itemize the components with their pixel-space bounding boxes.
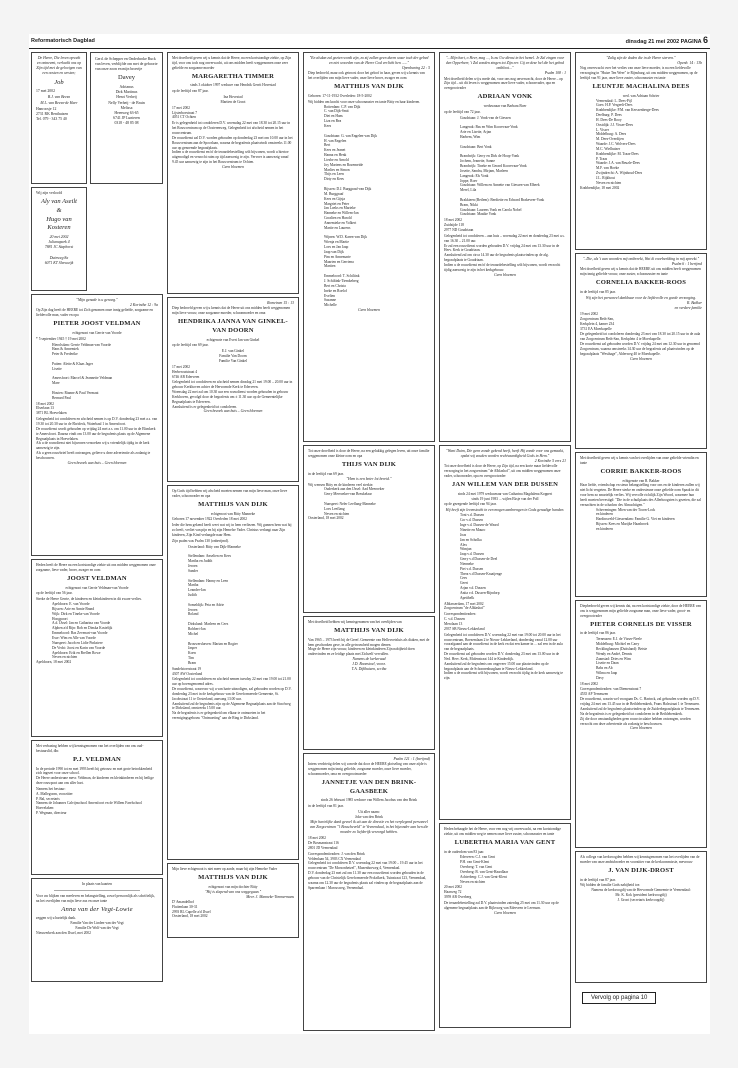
obituary-van-dijk-drost: Als collega van kerkvoogden hebben wij kennisgenomen van het overlijden van de moeder van onze ambtsbroeder en voorzitter van de kerkcommissie, mevrouw J. VAN DIJK-DROST in de leeftijd van 87 jaar. Wij bidden de familie Gods nabijheid toe. Namens de kerkvoogdij van de Hervormde Gemeente te Veenendaal: Mr. K. Kok (president kerkvoogdij) J. Groot (secretaris kerkvoogdij) — [575, 851, 707, 983]
deceased-name: THIJS VAN DIJK — [341, 460, 397, 468]
obituary-lubertha-van-gent: Heden behaagde het de Heere, voor een nog vrij onverwacht, na een kortstondige ziekte, uit ons midden weg te nemen onze lieve zuster, schoonzuster en tante LUBERTHA MARIA VAN GENT in de ouderdom van 83 jaar. Ederveen: C.J. van Gent P.H. van Gent-Klent Overberg: T. van Gent Overberg: B. van Gent-Haardlaar Achterberg: C.J. van Gent-Klent Neven en nichten 20 mei 2002 Haarweg 72 3959 AB Overberg De teraardebestelling zal D.V. plaatsvinden zaterdag 25 mei om 11.30 uur op de algemene begraafplaats aan de Rijksweg van Ederveen te Leersum. Geen bloemen — [439, 823, 571, 1028]
obituary-adriaan-vonk: "...Mijn hart, o Heer, mag ..., Is nu Uw dienst in het hemel. Je Zal zingen voor den Opperheer, 't Zal zonden zingen tot Zijn eer. Gij en deze hel die het gebod ontbloot..." Psalm 108 : 1 Met droefheid delen wij u mede dat, voor ons nog onverwacht, door de Heere – op Zijn tijd – uit dit leven is weggenomen onze lieve vader, schoonvader, opa en overgrootvader ADRIAAN VONK weduwnaar van Barbara Boer op de leeftijd van 72 jaar. Goudriaan: J. Vonk-van de Giessen Langerak: Bas en Wim Koorevaar-Vonk Arie en Lisette, Arjan Harbem, Wim Goudriaan: Bert Vonk Brandwijk: Gerry en Dirk de Hoop-Vonk Jochem, Jeanette, Sanne Brandwijk: Tineke en Gerard Koorevaar-Vonk Josette, Sandra, Mirjam, Marleen Langerak: Els Vonk Joppe, Roer Goudriaan: Willem en Annette van Giessen-van Elbeek Merel, Lila Brakkteen (Betlem): Berdiette en Edward Brakeveer-Vonk Bram, Nikki Goudriaan: Laurens Vonk en Carola Nobel Goudriaan: Maaike Vonk 18 mei 2002 Zuidzijde 118 2977 ND Goudriaan Gelegenheid tot condoleren – aan huis – woensdag 22 mei en donderdag 23 mei a.s. van 16.30 – 21.00 uur. Er zal een rouwdienst worden gehouden D.V. vrijdag 24 mei om 13.30 uur in de Herv. Kerk te Goudriaan. Aansluitend zal om circa 14.30 uur de begrafenis plaatsvinden op de alg. begraafplaats te Goudriaan. Indien u de rouwdienst en/of de teraardebestelling wilt bijwonen, wordt verzocht tijdig aanwezig te zijn in het kerkgebouw. Geen bloemen — [439, 52, 571, 442]
page-date: dinsdag 21 mei 2002 PAGINA 6 — [625, 35, 708, 45]
obituary-matthijs-van-dijk-2: Mijn lieve echtgenoot is niet meer op aarde, maar bij zijn Hemelse Vader MATTHIJS VAN DIJK echtgenoot van mijn dochter Bitty "Hij is slapend van ons weggegaan." Mevr. J. Manneke-Timmermans D' Amandelhof Fluitenlaan 30-31 2993 RL Capelle a/d IJssel Oosterland, 18 mei 2002 — [167, 863, 299, 938]
deceased-name: MATTHIJS VAN DIJK — [334, 626, 404, 634]
obituary-matthijs-van-dijk: Op Gods tijd hebben wij afscheid moeten nemen van mijn lieve man, onze lieve vader, schoonvader en opa MATTHIJS VAN DIJK echtgenoot van Bitty Manneke Geboren 17 november 1922 Overleden 18 mei 2002 Ieder die hem gekend heeft weet wat wij in hem verliezen. Wij gunnen hem wat hij zo heeft, verliet van pijn en bij zijn Hemelse Vader. Christus verlangt naar Zijn kinderen, Zijn Kind verlangde naar Hem. Zijn psalm was Psalm 130 (onberijmd). Oosterland: Bitty van Dijk-Manneke Stellendam: Anselien en Kees Martha en Judith Jeroen Sander Stellendam: Hanny en Leen Martha Leander-Jan Judith Someldijk: Peta en Adrie Jeroen Roland Dirksland: Marleen en Cees Robbert-Jan Michel Brouwershaven: Marian en Rogier Jasper Koen Tim Bram Sandelstoerstraat 19 4307 AW Oosterland Gelegenheid tot condoleren en afscheid nemen tuesday 22 mei van 19.00 tot 21.00 uur op bovengenoemd adres. De rouwdienst, waarvoor wij u van harte uitnodigen, zal gehouden worden op D.V. donderdag 23 mei in de kerkgebouw van de Gereformeerde Gemeente, St. Jacobstraat 11 te Oosterland, aanvang 13.00 uur. Aansluitend zal de begrafenis zijn op de Algemene Begraafplaats aan de Stoofweg te Dirksland, omstreeks 15.00 uur. Na de begrafenis is er gelegenheid om elkaar te ontmoeten in het verenigingsgebouw "Ontmoeting" aan de Ring te Dirksland. — [167, 485, 299, 860]
deceased-name: PIETER CORNELIS DE VISSER — [590, 620, 692, 628]
deceased-name: CORRIE BAKKER-ROOS — [600, 467, 682, 475]
deceased-name: Anna van der Vegt-Lowie — [61, 905, 133, 913]
obituary-leuntje-dees: "Zalig zijn de doden die in de Heere sterven." Openb. 14 : 13b Nog onverwacht over het verlies van onze lieve moeder, is na een liefdevolle verzorging in "Huize Ten Weer" te Rijnsburg, uit ons midden weggenomen, op de leeftijd van 91 jaar, onze lieve zuster, schoonzuster en tante LEUNTJE MACHALINA DEES wed. van Adriaan Schrier Veenendaal: L. Dees-Pijl Goes: H.P. Vergeelt-Dees Krabbendijke: P.M. van Kerssenberge-Dees Deelburg: P. Dees H. Dees-De Rooy Oostdijk: J.J. Visser-Dees L. Visser Middelburg: A. Dees M. Dees-Overdijen Waarde: J.C. Wolvers-Dees M.C. Wielhuizer Krabbendijke: M. Traas-Dees P. Traas Waarde: J.A. van Beuzle-Dees M.F. van Hoeke Zwijndrecht: A. Wijnhoud-Dees J.L. Rijkhout Neven en nichten Krabbendijke, 18 mei 2002 — [575, 52, 707, 250]
header-rule — [29, 48, 710, 49]
obituary-matthijs-van-dijk-church: Met droefheid hebben wij kennisgenomen van het overlijden van MATTHIJS VAN DIJK Van 1965 – 1973 heeft hij de Geref. Gemeente van Hellevoetsluis als diaken, met de hem geschonken gave, in alle getrouwheid mogen dienen. Moge de Heere zijn vrouw, kinderen en kleinkinderen Zijn nabijheid doen ondervinden en ze leidige plaats met Zichzelf vervullen. Namens de kerkeraad J.D. Boonstoel, voorz. T.A. Dijkhuizen, scriba — [303, 616, 435, 750]
deceased-name: JAN WILLEM VAN DER DUSSEN — [451, 480, 559, 488]
obituary-pieter-joost-veldman: "Mijn genade is u genoeg." 2 Korinthe 12 : 9a Op Zijn dag heeft de HEERE tot Zich genomen onze innig geliefde, zorgzame en liefdevolle man, vader en opa PIETER JOOST VELDMAN echtgenoot van Gerrie van Voorde * 5 september 1945 † 19 mei 2002 Hierolsdam: Gerrie Veldman-van Voorde Hans & Annemiek Peter & Frederike Putten: Alette & Klaas Jager Lisette Amersfoort: Marcel & Jeannette Veldman Mare Houten: Rianne & Paul Vermaat Bernard Paul 18 mei 2002 Elserlaan 13 3871 BL Hoevelaken Gelegenheid tot condoleren en afscheid nemen is op D.V. donderdag 23 mei a.s. van 19.30 tot 20.30 uur in de Ebrideck, Waterbaal 1 in Amersfoort. De rouwdienst wordt gehouden op vrijdag 24 mei a.s. om 11.00 uur in de Elimkerk te Amersfoort. Daarna vindt om 13.00 uur de begrafenis plaats op de Algemene Begraafplaats in Hoevelaken. Als u de rouwdienst niet bijwonen verzoeken wij u vriendelijk tijdig in de kerk aanwezig te zijn. Als u geen rouwbrief heeft ontvangen, gelieve u deze advertentie als zodanig te beschouwen. Geen bezoek aan huis – Geen bloemen — [31, 294, 163, 556]
couple-names: Aly van Aseilt & Hugo van Kosteren — [41, 198, 77, 232]
obituary-hendrika-van-ginkel: Romeinen 15 : 13 Diep bedroefd geven wij u kennis dat de Heere uit ons midden heeft weggenomen mijn lieve vrouw, onze zorgzame moeder, schoonmoeder en oma HENDRIKA JANNA VAN GINKEL-VAN DOORN echtgenote van Evert Jan van Ginkel op de leeftijd van 69 jaar. E.J. van Ginkel Familie Van Doorn Familie Van Ginkel 17 mei 2002 Herberoutstraat 4 6746 AB Ederveen Gelegenheid tot condoleren en afscheid nemen dinsdag 21 mei 19.00 – 20.00 uur in gebouw Kerkhoven achter de Hervormde Kerk te Ederveen. Woensdag 22 mei zal om 10.30 uur een rouwdienst worden gehouden in gebouw Kerkhoven, gevolgd door de begrafenis om ± 11.30 uur op de Gemeentelijke Begraafplaats te Ederveen. Aansluitend is er gelegenheid tot condoleren. Geen bezoek aan huis – Geen bloemen — [167, 297, 299, 482]
obituary-jan-willem-van-der-dussen: "Want Duim, Die geen zonde gekend heeft, heeft Hij zonde voor ons gemaakt, opdat wij zouden worden rechtvaardigheid Gods in Hem." 2 Korinthe 5 vers 21 Tot onze droefheid is door de Heere, op Zijn tijd, na een korte maar liefdevolle verzorging in het zorgcentrum "de Alblashof", uit ons midden weggenomen onze vader, schoonvader, opa en overgrootvader JAN WILLEM VAN DER DUSSEN sinds 24 mei 1979 weduwnaar van Catharina Magdalena Koppert sinds 19 juni 1983 ... wijlen Eksje van der Poll op de gezegende leeftijd van 94 jaar. Hij heeft zijn levenstocht in een mogen aanbrengen in Gods genadige handen. Toni v.d. Dussen Cor v.d. Dussen Inge v.d. Dussen-de Waard Ninette en Mauro Joas Jan en Scholka Alex Wimjan Jaap v.d. Dussen Gerry v.d Dussen-de Deel Nienneke Piet v.d. Dussen Thera v.d Dussen-Kraaijenge Cees Geert Arjan v.d. Dussen Anita v.d. Dussen-Rijndorp Apetibelk Alblasserdam, 17 mei 2002 Zorgcentrum "de Alblashof" Correspondentieadres: C. v.d. Dussen Merolaan 13 2937 SB Nieuw-Lekkerland Gelegenheid tot condoleren D.V. woensdag 22 mei van 19.00 tot 20.00 uur in het rouwcentrum, Boezemlaan 2 te Nieuw-Lekkerland, donderdag vanaf 12.00 uur voorafgaand aan de rouwdienst in de kerk en dat een kamer in ... zal een in de aula van de begraafplaats. De rouwdienst zal gehouden worden D.V. donderdag 23 mei om 13.00 uur in de Ned. Herv. Kerk, Molenstraat 144 te Kinderdijk. Aansluitend zal de begrafenis om ongeveer 15.00 uur plaatsvinden op de begraafplaats aan de Schoonenburglaan te Nieuw-Lekkerland. Indien u de rouwdienst wilt bijwonen, wordt verzocht tijdig in de kerk aanwezig te zijn. — [439, 445, 571, 820]
deceased-name: ADRIAAN VONK — [477, 93, 533, 101]
deceased-name: MATTHIJS VAN DIJK — [198, 500, 268, 508]
thanks-ad-van-der-vegt: In plaats van kaarten Voor uw blijken van meeleven en belangstelling, zowel persoonlijk als schriftelijk, na het overlijden van mijn lieve zus en onze tante Anna van der Vegt-Lowie zeggen wij u hartelijk dank. Familie Van der Linden-van der Vegt Familie De Wolf-van der Vegt Nieuwerkerk aan den IJssel, mei 2002 — [31, 878, 163, 982]
deceased-name: LUBERTHA MARIA VAN GENT — [454, 838, 556, 846]
obituary-thijs-van-dijk: Tot onze droefheid is door de Heere, na een gelukkig gelegen leven, uit onze familie weggenomen onze kleine oom en opa THIJS VAN DIJK in de leeftijd van 69 jaar. "Hem is een beter lot bereid." Wij wensen Bitty en de kinderen veel sterkte. Ouderkerk aan den IJssel: Aad Meeroeker Gerry Meeroeker-van Breukelaar Nunspeet: Neler Leeflang-Manneke Loes Leeflang Neven en nichten Oosterland, 18 mei 2002 — [303, 445, 435, 613]
deceased-name: LEUNTJE MACHALINA DEES — [592, 82, 690, 90]
page-header — [29, 34, 710, 48]
column-2 — [167, 52, 299, 941]
deceased-name: HENDRIKA JANNA VAN GINKEL-VAN DOORN — [178, 317, 288, 334]
child-name: Job — [54, 78, 64, 86]
page-number: 6 — [702, 35, 708, 45]
deceased-name: MATTHIJS VAN DIJK — [334, 83, 404, 91]
deceased-name: P.J. VELDMAN — [72, 755, 121, 763]
engagement-ad: Wij zijn verloofd Aly van Aseilt & Hugo van Kosteren 20 mei 2002 Julianapark 4 7881 JC Staphorst Duinweg 8a 6071 KT Sleeuwijk — [31, 187, 87, 291]
column-5 — [575, 52, 707, 986]
deceased-name: PIETER JOOST VELDMAN — [53, 319, 141, 327]
newspaper-name: Reformatorisch Dagblad — [31, 38, 95, 44]
obituary-corrie-bakker-roos: Met droefheid geven wij u kennis van het overlijden van onze geliefde vriendin en tante CORRIE BAKKER-ROOS echtgenote van R. Bakker Haar liefde, vriendschap en steun belangstelling voor ons en de kinderen zullen wij niet licht vergeten. De Heere sterke en ondersteune onze geliefde oom Spaak in dit voor hem zo smartelijk verlies. Wij vervolle richtlijk Zijn Woord, waarmee hun heeft moeten bevestigd: "Die in de schuilplaats des Allerhoogsten is gezeten, die zal vernachten in de schaduw des Almachtigen." Scheveningen: Mien van der Toorn-Lock en kinderen Hardinxveld-Giessendam: Familie G. Viet en kinderen Rijssen: Kees en Marijke Haasbroek en kinderen — [575, 452, 707, 597]
deceased-name: JOOST VELDMAN — [67, 574, 127, 582]
obituary-pj-veldman: Met verbazing hebben wij kennisgenomen van het overlijden van ons oud-bestuurslid, dhr. P.J. VELDMAN In de periode 1990 tot en met 1993 heeft hij getrouw en met grote betrokkenheid zich ingezet voor onze school. De Heere ondersteune mevr. Veldman, de kinderen en kleinkinderen en hij heilige deze rouwpoot aan ons aller hart. Namens het bestuur: A. Mallegoom, voorzitter P. Bal, secretaris Namens de Johannes Calvijnschool Amersfoort en de Willem Farelschool Hoevelaken: P. Wegman, directeur — [31, 740, 163, 875]
column-4 — [439, 52, 571, 1031]
deceased-name: JANNETJE VAN DEN BRINK-GAASBEEK — [321, 778, 417, 795]
obituary-jannetje-van-den-brink: Psalm 121 : 1 (berijmd) Intens verdrietig delen wij u mede dat door de HEERE plotseling van onze zijde is weggenomen mijn innig geliefde, zorgzame moeder, onze lieve moeder, schoonmoeder, oma en overgrootmoeder JANNETJE VAN DEN BRINK-GAASBEEK sinds 26 februari 1985 weduwe van Willem Jacobus van den Brink in de leeftijd van 81 jaar. Uit aller naam: Joke van den Brink Mijn hartelijke dank gevoel ik uit aan de directie en het verplegend personeel van Zorgcentrum "'t Bosscheveld" te Veenendaal, in het bijzonder aan hen die moeder zo liefderijk verzorgd hebben. 18 mei 2002 De Bosmanstraat 116 2801 JD Veenendaal Correspondentieadres: J. van den Brink Veldenlaan 54, 3903 CX Veenendaal Gelegenheid tot condoleren D.V. woensdag 22 mei van 19.00 – 19.45 uur in het rouwcentrum "De Morsonhetzel", Muzenhorweg 4, Veenendaal. D.V. donderdag 23 mei zal om 11.30 uur een rouwdienst worden gehouden in de gebouw van de Christelijk Gereformeerde Prolafkerk, Tuinstraat 123, Veenendaal, waarna om 12.30 uur de begrafenis plaats zal vinden op de begraafplaats aan de Sparrenlaan / Marcusweg, Veenendaal. — [303, 753, 435, 1031]
newspaper-page — [29, 34, 710, 1034]
obituary-pieter-de-visser: Diepbedroefd geven wij kennis dat, na een kortstondige ziekte, door de HEERE van ons is weggenomen mijn geliefde zorgzame man, onze lieve vader, groot- en overgrootvader PIETER CORNELIS DE VISSER in de leeftijd van 86 jaar. Terneuzen: E.J. de Visser-Neele Middelburg: Michiel en Carry Recklinghausen (Duitsland): Betsie Wendy en André, Dennis Zaanstad: Dries en Wim Lisette en Daan Babs en Ab Wilma en Jaap Davy 18 mei 2002 Correspondentieadres: van Diemenstraat 7 4535 AP Terneuzen De rouwdienst, waarin wel voorgaan Ds. C. Harinck, zal gehouden worden op D.V. vrijdag 24 mei om 13.45 uur in de Bethlehemkerk, Frans Halsstraat 1 te Terneuzen. Aansluitend zal de begrafenis plaatsvinden op de Zuiderbegraafplaats te Terneuzen. Na de begrafenis is er gelegenheid tot condoleren in de Bethlehemkerk. Zij die door omstandigheden geen rouwcirculaire hebben ontvangen, worden verzocht om deze advertentie als zodanig te beschouwen. Geen bloemen — [575, 600, 707, 848]
deceased-name: MATTHIJS VAN DIJK — [198, 873, 268, 881]
obituary-margaretha-timmer: Met droefheid geven wij u kennis dat de Heere, na een kortstondige ziekte, op Zijn tijd, voor ons toch nog onverwacht, uit ons midden heeft weggenomen onze zeer geliefde en zorgzame moeder MARGARETHA TIMMER sinds 3 oktober 1997 weduwe van Hendrik Gerrit Hovestad op de leeftijd van 87 jaar. Ina Hovestad Martien de Groot 17 mei 2002 Lijsterhoestraat 7 4051 CT Ochten Er is gelegenheid tot condoleren D.V. woensdag 22 mei van 18.30 tot 20.15 uur in het Rouwcentrum op de Oosterenweg. Gelegenheid tot afscheid nemen in het rouwcentrum. De rouwdienst zal D.V. worden gehouden op donderdag 23 mei om 10.00 uur in het Rouwcentrum aan de Spoorlaan, waarna de begrafenis plaatsvindt omstreeks 11.00 uur op genoemde begraafplaats. Indien u de rouwdienst en/of de teraardebestelling wilt bijwonen, wordt u hiertoe uitgenodigd en verzocht ruim op tijd aanwezig te zijn. Vervoer is aanwezig vanaf 9.45 uur aanwezig te zijn in het Rouwcentrum te Ochten. Geen bloemen — [167, 52, 299, 294]
child-name: Davey — [118, 74, 135, 82]
obituary-matthijs-van-dijk-family: "En alsdan zal gezien wordt zijn, zo zij zullen geen duren waar toch der gebed en niet woorden van de Heere God verlicht hen ......" Openbaring 22 : 5 Diep bedroefd, maar ook getroost door het geloof in haar, geven wij u kennis van het overlijden van mijn lieve vader, onze lieve broer, zwager en oom MATTHIJS VAN DIJK Geboren: 17-11-1932 Overleden: 18-5-2002 Wij bidden om kracht voor onze schoonzuster en tante Bitty en haar kinderen. Rotterdam: C.P. van Dijk C. van Dijk-Smit Diet en Hans Liza en Bea Kees Goudriaan: G. van Engelen-van Dijk H. van Engelen Bert Kees en Jeanet Hanna en Henk Liesbe en Arnold Joy Martens en Rozemeide Marlies en Simon Thijs en Leen Dirty en Kees Rijssen: D.J. Burggraaf-van Dijk M. Burggraaf Kees en Gijsja Margriet en Peter Jan Loeks en Marieke Hanneke en Willem-Jan Coralien en Harold Annemieke en Volkert Martie en Laurens Wijnen: W.D. Karen-van Dijk Wienja en Martie Loes en Jan Jaap Jaap van Dijk Pim en Annemarie Maarten en Gerriena Martien Emmeloord: T. Schiltink J. Schiltink-Tiemkeberg Bert en Christa Ineke en Roelof Evelien Susanne Michelle Geen bloemen — [303, 52, 435, 442]
obituary-joost-veldman: Heden heeft de Heere na een kortstondige ziekte uit ons midden weggenomen onze zorgzame, lieve vader, broer, zwager en oom JOOST VELDMAN echtgenoot van Gerrie Veldman-van Voorde op de leeftijd van 56 jaar. Sterke de Heere Gerrie, de kinderen en kleinkinderen in dit zware verlies. Apeldoorn: E. van Voorde Rijssen: Arie en Annie Brand Wijk: Dirk en Tineke van Voorde Hoogpoort A.d. IJssel: Jan en Catharina van Voorde Alphen a/d Rijn: Rob en Dinska Kostelijk Emmeloord: Bas Zevenart-van Voorde Esse: Wim en Alle van Voorde Nunspeet: Jacob en Lidie Pinkstere De Vecht: Joost en Karin van Voorde Apeldoorn: Erik en Brellen Rowe Neven en nichten Apeldoorn, 18 mei 2002 — [31, 559, 163, 737]
deceased-name: CORNELIA BAKKER-ROOS — [595, 278, 687, 286]
birth-ad-job: De Heere, Die leven opwekt en ontneemt, verkwikt ons op Zijn tijd met de gelovigen van een oosten en westen; Job 17 mei 2002 B.J. van Beesn M.L. van Beesn-de Haer Hanroosje 12 2731 RK Benthuizen Tel. 079 - 343 75 40 — [31, 52, 87, 184]
obituary-cornelia-bakker-roos: "..Die, als 't aan woorden mij ontbreekt, Wat ik voorbeelding in mij spreekt." Psalm 6 : 1 berijmd Met droefheid geven wij u kennis dat de HEERE uit ons midden heeft weggenomen mijn innig geliefde vrouw, onze zuster, schoonzuster en tante CORNELIA BAKKER-ROOS in de leeftijd van 85 jaar. Wij zijn het personeel dankbaar voor de liefdevolle en goede verzorging. R. Bakker en verdere familie 19 mei 2002 Zorgcentrum Beth-San, Kerkplein 4, kamer 234 3731 EA Moerkapelle De gelegenheid tot condoleren donderdag 23 mei van 18.30 tot 20.15 uur in de aula van Zorgcentrum Beth-San, Kerkplein 4 te Moerkapelle. De rouwdienst zal gehouden worden D.V. vrijdag 24 mei om 12.30 uur in genoemd Zorgcentrum, waarna omstreeks 14.30 uur de begrafenis zal plaatsvinden op de begraafplaats "Westhage", Alderweg 40 te Moerkapelle. Geen bloemen — [575, 253, 707, 449]
deceased-name: MARGARETHA TIMMER — [191, 72, 275, 80]
continued-on-page-link[interactable]: Vervolg op pagina 10 — [582, 992, 656, 1004]
deceased-name: J. VAN DIJK-DROST — [608, 866, 674, 874]
column-3 — [303, 52, 435, 1034]
column-1 — [31, 52, 163, 985]
birth-ad-davey: Gerd. de Schepper en Onderbroke Ruck van leven, verblijfde om met de geboorte van onze zoon en mijn broertje Davey Adrianus Dirk Martinus Henri Verheij Nelly Verheij - de Bruin Melissa Heenweg 63-65 6741 JP Lunteren 0318 - 48 85 08 — [90, 52, 163, 184]
